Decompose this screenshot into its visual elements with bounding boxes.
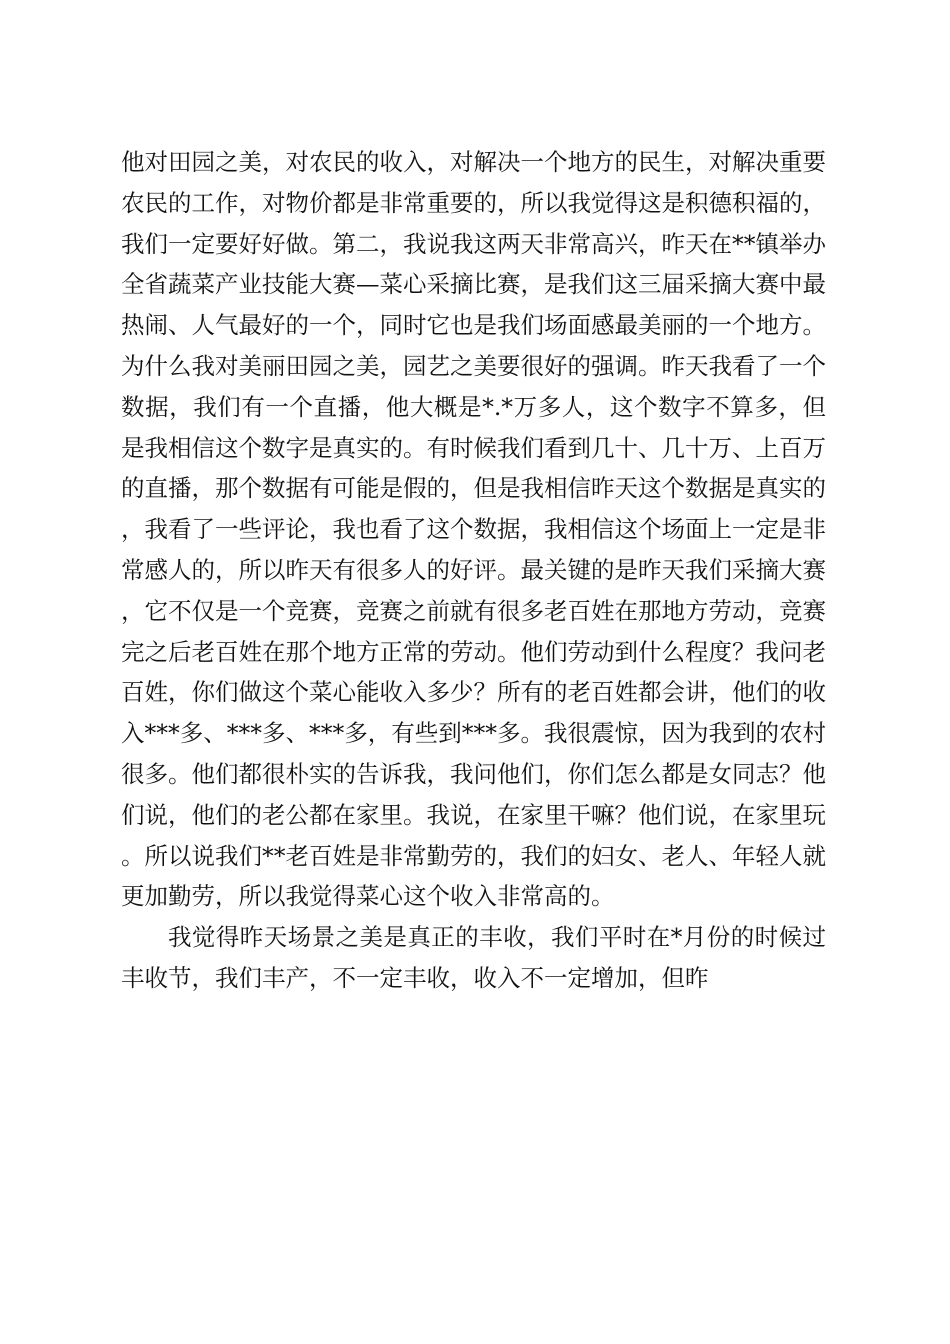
paragraph-2: 我觉得昨天场景之美是真正的丰收，我们平时在*月份的时候过丰收节，我们丰产，不一定丰收，收入不一定增加，但昨 [121, 923, 826, 992]
paragraph-1: 他对田园之美，对农民的收入，对解决一个地方的民生，对解决重要农民的工作，对物价都是非常重要的，所以我觉得这是积德积福的，我们一定要好好做。第二，我说我这两天非常高兴，昨天在**镇举办全省蔬菜产业技能大赛—菜心采摘比赛，是我们这三届采摘大赛中最热闹、人气最好的一个，同时它也是我们场面感最美丽的一个地方。为什么我对美丽田园之美，园艺之美要很好的强调。昨天我看了一个数据，我们有一个直播，他大概是*.*万多人，这个数字不算多，但是我相信这个数字是真实的。有时候我们看到几十、几十万、上百万的直播，那个数据有可能是假的，但是我相信昨天这个数据是真实的，我看了一些评论，我也看了这个数据，我相信这个场面上一定是非常感人的，所以昨天有很多人的好评。最关键的是昨天我们采摘大赛，它不仅是一个竞赛，竞赛之前就有很多老百姓在那地方劳动，竞赛完之后老百姓在那个地方正常的劳动。他们劳动到什么程度？我问老百姓，你们做这个菜心能收入多少？所有的老百姓都会讲，他们的收入***多、***多、***多，有些到***多。我很震惊，因为我到的农村很多。他们都很朴实的告诉我，我问他们，你们怎么都是女同志？他们说，他们的老公都在家里。我说，在家里干嘛？他们说，在家里玩。所以说我们**老百姓是非常勤劳的，我们的妇女、老人、年轻人就更加勤劳，所以我觉得菜心这个收入非常高的。 [121, 148, 826, 911]
document-body [121, 142, 826, 999]
